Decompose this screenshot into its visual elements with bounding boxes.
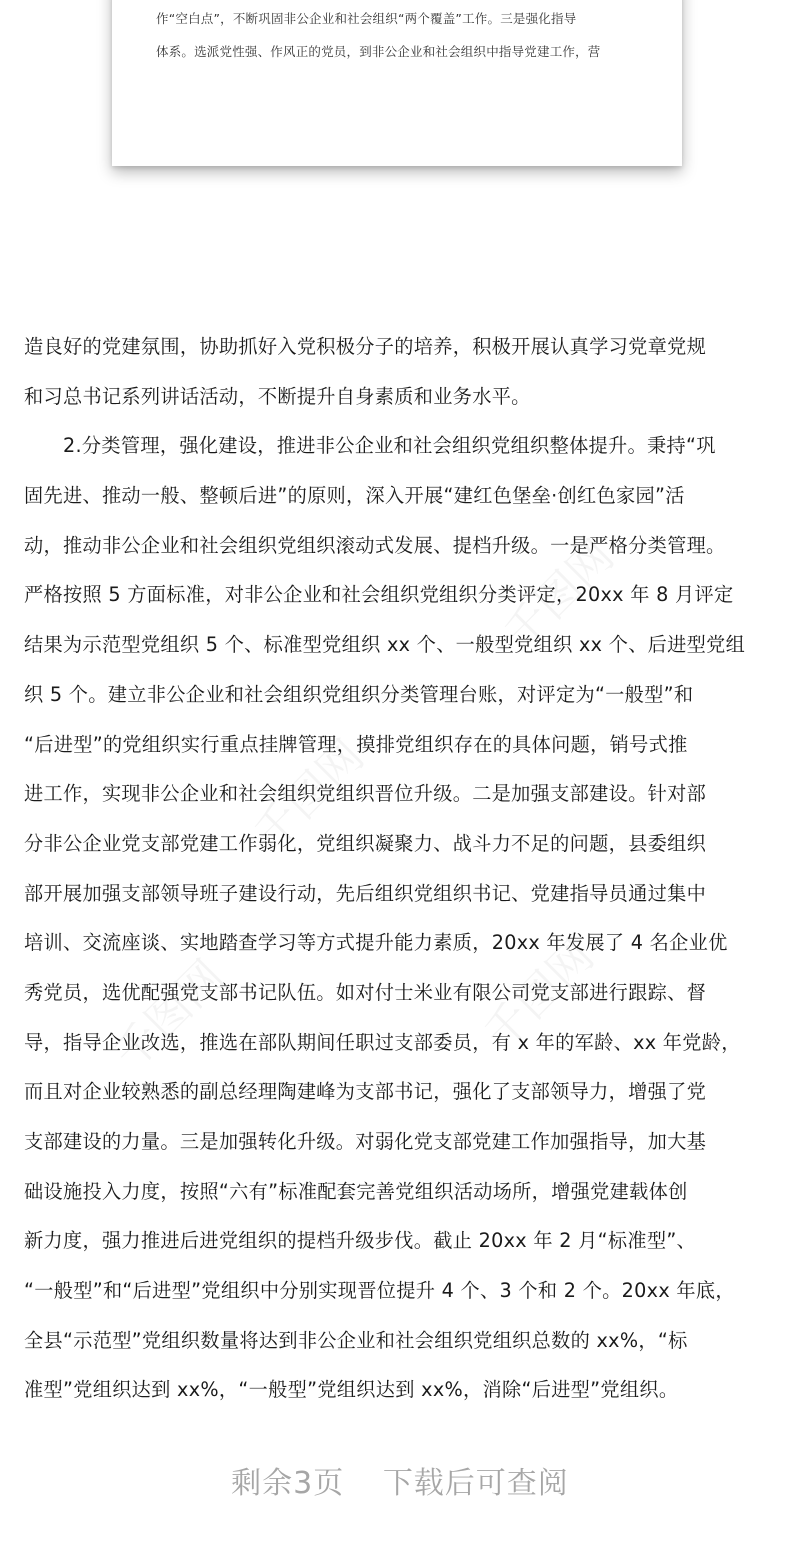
card-text-line: 体系。选派党性强、作风正的党员，到非公企业和社会组织中指导党建工作，营: [156, 44, 601, 59]
body-line: 秀党员，选优配强党支部书记队伍。如对付士米业有限公司党支部进行跟踪、督: [24, 980, 707, 1004]
body-line: 2.分类管理，强化建设，推进非公企业和社会组织党组织整体提升。秉持“巩: [24, 434, 716, 458]
body-line: 导，指导企业改选，推选在部队期间任职过支部委员，有 x 年的军龄、xx 年党龄，: [24, 1030, 741, 1054]
body-line: 培训、交流座谈、实地踏查学习等方式提升能力素质，20xx 年发展了 4 名企业优: [24, 931, 728, 955]
download-hint-label[interactable]: 下载后可查阅: [382, 1466, 569, 1501]
body-line: 而且对企业较熟悉的副总经理陶建峰为支部书记，强化了支部领导力，增强了党: [24, 1080, 707, 1104]
body-line: 严格按照 5 方面标准，对非公企业和社会组织党组织分类评定，20xx 年 8 月评定: [24, 583, 734, 607]
download-prompt[interactable]: [0, 1458, 800, 1502]
body-line: 进工作，实现非公企业和社会组织党组织晋位升级。二是加强支部建设。针对部: [24, 782, 707, 806]
body-line: “后进型”的党组织实行重点挂牌管理，摸排党组织存在的具体问题，销号式推: [24, 732, 688, 756]
body-line: 支部建设的力量。三是加强转化升级。对弱化党支部党建工作加强指导，加大基: [24, 1130, 707, 1153]
remaining-pages-label: 剩余3页: [231, 1466, 345, 1501]
body-line: 准型”党组织达到 xx%，“一般型”党组织达到 xx%，消除“后进型”党组织。: [24, 1378, 679, 1402]
body-line: 分非公企业党支部党建工作弱化，党组织凝聚力、战斗力不足的问题，县委组织: [24, 831, 707, 855]
body-line: 织 5 个。建立非公企业和社会组织党组织分类管理台账，对评定为“一般型”和: [24, 682, 694, 706]
body-line: “一般型”和“后进型”党组织中分别实现晋位提升 4 个、3 个和 2 个。20xx 年底，: [24, 1279, 735, 1303]
document-preview-card: [112, 0, 682, 166]
body-line: 全县“示范型”党组织数量将达到非公企业和社会组织党组织总数的 xx%，“标: [24, 1328, 688, 1352]
body-line: 动，推动非公企业和社会组织党组织滚动式发展、提档升级。一是严格分类管理。: [24, 533, 726, 557]
body-line: 和习总书记系列讲话活动，不断提升自身素质和业务水平。: [24, 384, 531, 408]
body-line: 新力度，强力推进后进党组织的提档升级步伐。截止 20xx 年 2 月“标准型”、: [24, 1229, 697, 1253]
body-line: 部开展加强支部领导班子建设行动，先后组织党组织书记、党建指导员通过集中: [24, 881, 707, 905]
body-line: 固先进、推动一般、整顿后进”的原则，深入开展“建红色堡垒·创红色家园”活: [24, 484, 685, 508]
document-body: [24, 322, 784, 1415]
body-line: 础设施投入力度，按照“六有”标准配套完善党组织活动场所，增强党建载体创: [24, 1179, 688, 1203]
card-text-line: 作“空白点”，不断巩固非公企业和社会组织“两个覆盖”工作。三是强化指导: [156, 11, 577, 26]
body-line: 结果为示范型党组织 5 个、标准型党组织 xx 个、一般型党组织 xx 个、后进型党组: [24, 633, 746, 657]
body-line: 造良好的党建氛围，协助抓好入党积极分子的培养，积极开展认真学习党章党规: [24, 335, 707, 358]
